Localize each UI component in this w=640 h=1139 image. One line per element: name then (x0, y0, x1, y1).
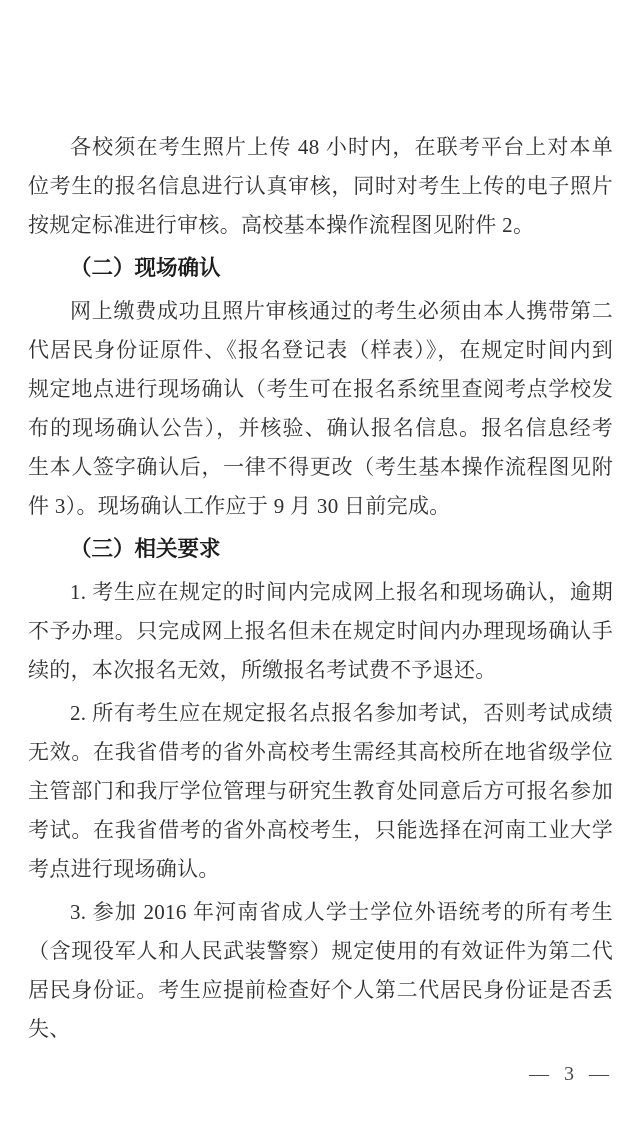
list-item-1-deadline: 1. 考生应在规定的时间内完成网上报名和现场确认，逾期不予办理。只完成网上报名但未在规定时间内办理现场确认手续的，本次报名无效，所缴报名考试费不予退还。 (28, 580, 613, 682)
paragraph-onsite-confirmation: 网上缴费成功且照片审核通过的考生必须由本人携带第二代居民身份证原件、《报名登记表（样表）》，在规定时间内到规定地点进行现场确认（考生可在报名系统里查阅考点学校发布的现场确认公告），并核验、确认报名信息。报名信息经考生本人签字确认后，一律不得更改（考生基本操作流程图见附件 3）。现场确认工作应于 9 月 30 日前完成。 (28, 299, 613, 518)
section-heading-onsite-confirmation: （二）现场确认 (70, 256, 221, 280)
document-content (28, 128, 613, 1086)
page-number: — 3 — (529, 1063, 609, 1085)
section-heading-related-requirements: （三）相关要求 (70, 537, 221, 561)
paragraph-photo-review: 各校须在考生照片上传 48 小时内，在联考平台上对本单位考生的报名信息进行认真审核，同时对考生上传的电子照片按规定标准进行审核。高校基本操作流程图见附件 2。 (28, 135, 613, 237)
list-item-3-valid-id: 3. 参加 2016 年河南省成人学士学位外语统考的所有考生（含现役军人和人民武装警察）规定使用的有效证件为第二代居民身份证。考生应提前检查好个人第二代居民身份证是否丢失、 (28, 900, 613, 1041)
list-item-2-exam-location: 2. 所有考生应在规定报名点报名参加考试，否则考试成绩无效。在我省借考的省外高校考生需经其高校所在地省级学位主管部门和我厅学位管理与研究生教育处同意后方可报名参加考试。在我省借考的省外高校考生，只能选择在河南工业大学考点进行现场确认。 (28, 701, 613, 881)
